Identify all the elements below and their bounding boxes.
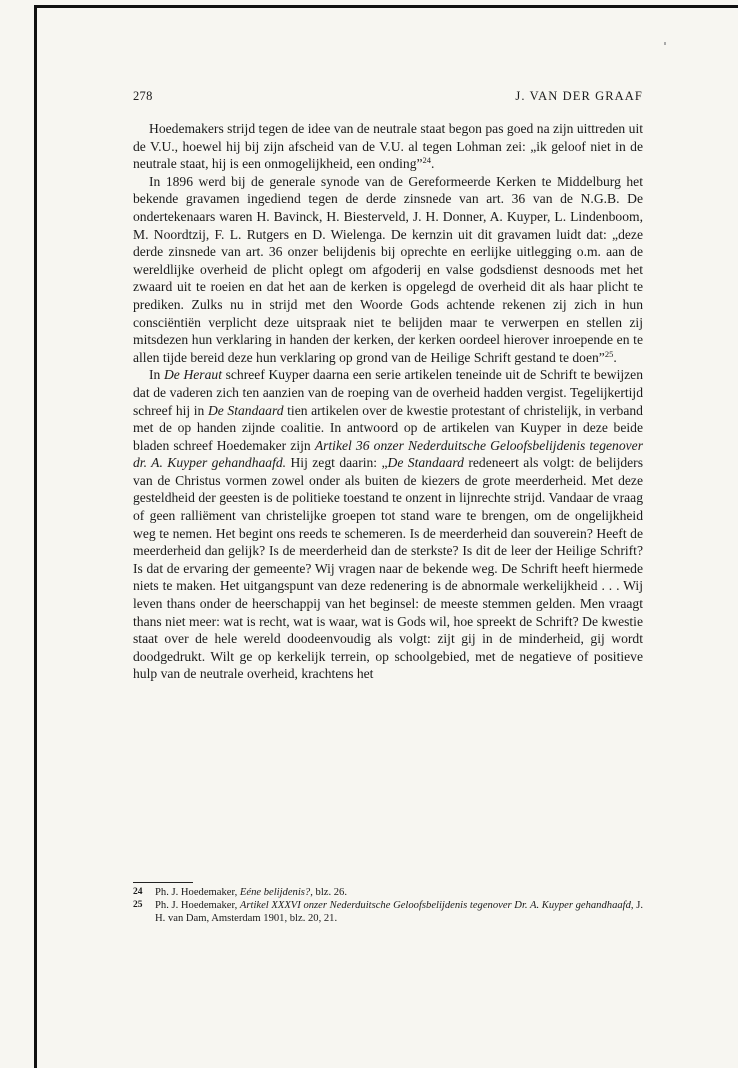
- text-run: , J. H. van Dam, Amsterdam 1901, blz. 20, 21.: [155, 900, 643, 925]
- text-run: , blz. 26.: [310, 887, 347, 898]
- paragraph: [133, 366, 643, 683]
- scan-speck: [664, 42, 666, 45]
- scan-border-top: [34, 5, 738, 8]
- text-run: .: [431, 156, 435, 172]
- paragraph: [133, 120, 643, 173]
- text-run: tien artikelen over de kwestie protestant of christelijk, in verband met de op handen zijnde coalitie. In antwoord op de artikelen van Kuyper in deze beide bladen schreef Hoedemaker zijn: [133, 402, 643, 453]
- italic-text: Eéne belijdenis?: [239, 887, 311, 898]
- footnote-ref: 25: [604, 348, 614, 359]
- footnote-ref: 24: [422, 155, 432, 166]
- text-run: .: [613, 349, 617, 365]
- text-run: schreef Kuyper daarna een serie artikelen teneinde uit de Schrift te bewijzen dat de vaderen zich ten aanzien van de roeping van de overheid hadden vergist. Tegelijkertijd schreef hij in: [133, 367, 643, 418]
- footnote-rule: [133, 882, 193, 883]
- footnotes: [133, 886, 643, 926]
- body-text: [133, 120, 643, 683]
- italic-text: De Heraut: [163, 367, 222, 383]
- text-run: In: [149, 367, 164, 383]
- italic-text: Artikel XXXVI onzer Nederduitsche Geloofsbelijdenis tegenover Dr. A. Kuyper gehandhaafd: [239, 900, 631, 912]
- paragraph: [133, 173, 643, 367]
- scan-border-left: [34, 5, 37, 1068]
- footnote-number: 25: [133, 900, 143, 911]
- running-header: [133, 89, 643, 105]
- footnote: [133, 886, 643, 899]
- footnote-number: 24: [133, 887, 143, 897]
- text-run: Hoedemakers strijd tegen de idee van de neutrale staat begon pas goed na zijn uittreden uit de V.U., hoewel hij bij zijn afscheid van de V.U. al tegen Lohman zei: „ik geloof niet in de neutrale staat, hij is een onmogelijkheid, een onding”: [133, 121, 643, 172]
- text-run: Ph. J. Hoedemaker,: [155, 900, 240, 912]
- text-run: redeneert als volgt: de belijders van de Christus vormen zowel onder als buiten de kiezers de grote meerderheid. Met deze gesteldheid der geesten is de politieke toestand te onzent in lijnrechte strijd. Vandaar de vraag of geen ralliëment van christelijke groepen tot stand ware te brengen, om de ongelijkheid weg te nemen. Het begint ons reeds te schemeren. Is de meerderheid dan souverein? Heeft de meerderheid dan gelijk? Is de meerderheid dan de sterkste? Is dit de leer der Heilige Schrift? Is dat de ervaring der gemeente? Wij vragen naar de bekende weg. De Schrift heeft hiermede niets te maken. Het uitgangspunt van deze redenering is de abnormale werkelijkheid . . . Wij leven thans onder de heerschappij van het beginsel: de meeste stemmen gelden. Men vraagt thans niet meer: wat is recht, wat is waar, wat is Gods wil, hoe spreekt de Schrift? De kwestie staat over de hele wereld doodeenvoudig als volgt: zijt gij in de minderheid, gij wordt doodgedrukt. Wilt ge op kerkelijk terrein, op schoolgebied, met de negatieve of positieve hulp van de neutrale overheid, krachtens het: [133, 455, 643, 682]
- text-run: In 1896 werd bij de generale synode van de Gereformeerde Kerken te Middelburg het bekende gravamen ingediend tegen de derde zinsnede van art. 36 van de N.G.B. De ondertekenaars waren H. Bavinck, H. Biesterveld, J. H. Donner, A. Kuyper, L. Lindenboom, M. Noordtzij, F. L. Rutgers en D. Wielenga. De kernzin uit dit gravamen luidt dat: „deze derde zinsnede van art. 36 onzer belijdenis bij oprechte en eerlijke uitlegging o.m. aan de wereldlijke overheid de plicht oplegt om afgoderij en valse godsdienst desnoods met het zwaard uit te roeien en dat het aan de kerken is opgelegd de overheid dit als haar plicht te prediken. Zulks nu in strijd met den Woorde Gods achtende rekenen zij zich in hun consciëntiën verplicht deze uitspraak niet te belijden maar te verwerpen en stellen zij mitsdezen hun verklaring in handen der kerken, der kerken oordeel hierover inroepende en te allen tijde bereid deze hun verklaring op grond van de Heilige Schrift gestand te doen”: [133, 173, 643, 365]
- running-head-author: J. VAN DER GRAAF: [515, 89, 643, 103]
- italic-text: De Standaard: [207, 402, 284, 418]
- italic-text: Artikel 36 onzer Nederduitsche Geloofsbelijdenis tegenover dr. A. Kuyper gehandhaafd.: [133, 437, 643, 471]
- page-number: 278: [133, 89, 153, 103]
- text-run: Hij zegt daarin: „: [286, 455, 388, 471]
- italic-text: De Standaard: [387, 455, 464, 471]
- footnote: [133, 899, 643, 925]
- text-run: Ph. J. Hoedemaker,: [155, 887, 240, 898]
